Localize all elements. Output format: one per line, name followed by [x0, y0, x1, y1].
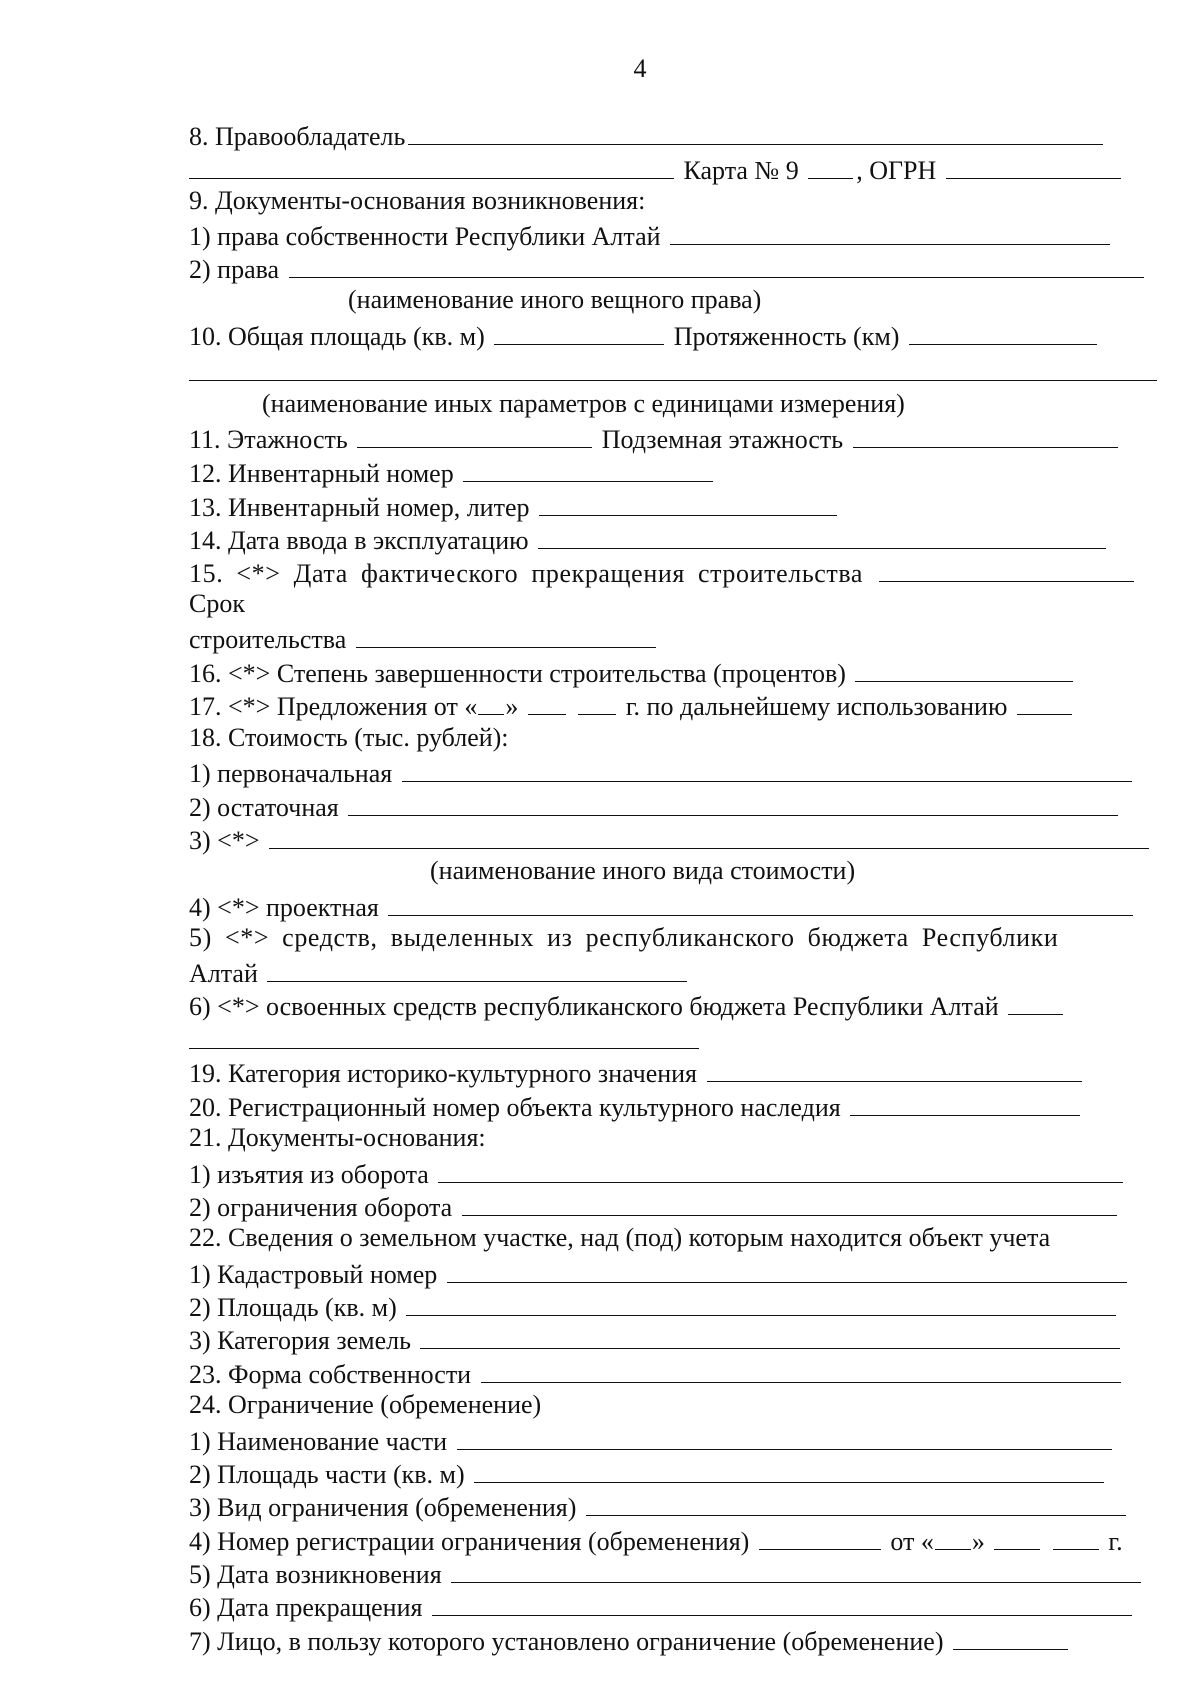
label-allocated-funds: 5) <*> средств, выделенных из республиканского бюджета Республики	[189, 923, 1059, 952]
line-docs-basis	[189, 185, 645, 217]
field-proposals-use[interactable]	[1017, 688, 1072, 715]
field-underground-floors[interactable]	[853, 421, 1118, 448]
label-end-date: 6) Дата прекращения	[189, 1593, 423, 1622]
line-other-right	[189, 251, 1147, 283]
field-encumbrance-type[interactable]	[586, 1489, 1126, 1516]
line-heritage-category	[189, 1055, 1085, 1087]
caption-other-right: (наименование иного вещного права)	[348, 285, 762, 314]
line-project-cost	[189, 889, 1136, 921]
line-beneficiary	[189, 1623, 1071, 1655]
label-altai: Алтай	[189, 959, 258, 988]
label-encumbrance-reg: 4) Номер регистрации ограничения (обременения)	[189, 1527, 750, 1556]
line-cadastral-number	[189, 1256, 1130, 1288]
field-proposals-day[interactable]	[478, 688, 504, 715]
line-inventory-liter	[189, 489, 840, 521]
line-start-date	[189, 1556, 1144, 1588]
label-inventory-liter: 13. Инвентарный номер, литер	[189, 493, 530, 522]
field-holder[interactable]	[408, 118, 1103, 145]
label-project-cost: 4) <*> проектная	[189, 893, 379, 922]
line-heritage-reg-number	[189, 1089, 1083, 1121]
line-card-ogrn	[189, 152, 1124, 184]
label-part-name: 1) Наименование части	[189, 1427, 448, 1456]
label-cadastral-number: 1) Кадастровый номер	[189, 1260, 438, 1289]
line-proposals	[189, 688, 1075, 720]
field-land-category[interactable]	[420, 1322, 1120, 1349]
label-construction-term: строительства	[189, 625, 347, 654]
field-allocated-funds[interactable]	[267, 955, 687, 982]
label-ownership-right: 1) права собственности Республики Алтай	[189, 222, 661, 251]
field-part-name[interactable]	[457, 1423, 1112, 1450]
label-land-plot: 22. Сведения о земельном участке, над (под) которым находится объект учета	[189, 1223, 1051, 1252]
field-proposals-year[interactable]	[578, 688, 616, 715]
label-turnover-limit: 2) ограничения оборота	[189, 1193, 453, 1222]
line-allocated-funds	[189, 922, 1058, 954]
field-ownership-form[interactable]	[481, 1356, 1121, 1383]
label-floors: 11. Этажность	[189, 425, 348, 454]
field-part-area[interactable]	[474, 1456, 1104, 1483]
label-encumbrance-from: от «	[890, 1527, 934, 1556]
line-construction-term	[189, 621, 659, 653]
line-altai	[189, 955, 690, 987]
line-floors	[189, 421, 1121, 453]
line-encumbrance-type	[189, 1489, 1129, 1521]
line-completion-degree	[189, 655, 1076, 687]
label-land-area: 2) Площадь (кв. м)	[189, 1293, 397, 1322]
label-underground-floors: Подземная этажность	[601, 425, 844, 454]
field-initial-cost[interactable]	[402, 755, 1132, 782]
field-proposals-month[interactable]	[528, 688, 566, 715]
field-encumbrance-day[interactable]	[935, 1523, 971, 1550]
field-start-date[interactable]	[451, 1556, 1141, 1583]
field-construction-term[interactable]	[356, 621, 656, 648]
label-encumbrance-type: 3) Вид ограничения (обременения)	[189, 1493, 577, 1522]
field-encumbrance-reg-number[interactable]	[759, 1523, 881, 1550]
line-spent-funds	[189, 988, 1066, 1020]
label-residual-cost: 2) остаточная	[189, 793, 339, 822]
label-encumbrance: 24. Ограничение (обременение)	[189, 1390, 542, 1419]
line-holder	[189, 118, 1106, 150]
label-other-right: 2) права	[189, 255, 280, 284]
label-docs-basis: 9. Документы-основания возникновения:	[189, 186, 646, 215]
label-part-area: 2) Площадь части (кв. м)	[189, 1460, 465, 1489]
label-start-date: 5) Дата возникновения	[189, 1560, 442, 1589]
line-turnover-limit	[189, 1189, 1120, 1221]
line-end-date	[189, 1589, 1135, 1621]
caption-other-params: (наименование иных параметров с единицами измерения)	[262, 389, 905, 418]
field-project-cost[interactable]	[388, 889, 1133, 916]
field-inventory-liter[interactable]	[539, 489, 837, 516]
label-heritage-category: 19. Категория историко-культурного значения	[189, 1059, 698, 1088]
label-card: Карта № 9	[683, 156, 799, 185]
page-number: 4	[633, 54, 647, 83]
line-land-plot	[189, 1222, 1050, 1254]
field-spent-funds-cont[interactable]	[189, 1022, 699, 1049]
line-encumbrance-reg	[189, 1523, 1123, 1555]
label-spent-funds: 6) <*> освоенных средств республиканского бюджета Республики Алтай	[189, 992, 999, 1021]
field-area[interactable]	[494, 318, 664, 345]
field-ogrn[interactable]	[946, 152, 1121, 179]
line-initial-cost	[189, 755, 1135, 787]
label-initial-cost: 1) первоначальная	[189, 759, 393, 788]
label-area: 10. Общая площадь (кв. м)	[189, 322, 485, 351]
field-ownership-right[interactable]	[670, 218, 1110, 245]
line-other-params	[189, 354, 1160, 386]
line-other-cost	[189, 822, 1152, 854]
caption-other-cost: (наименование иного вида стоимости)	[430, 856, 856, 885]
label-docs-basis-2: 21. Документы-основания:	[189, 1123, 486, 1152]
label-construction-stop: 15. <*> Дата фактического прекращения строительства	[189, 559, 864, 588]
field-withdrawal[interactable]	[438, 1156, 1123, 1183]
field-length[interactable]	[909, 318, 1097, 345]
label-commissioning-date: 14. Дата ввода в эксплуатацию	[189, 526, 529, 555]
field-encumbrance-month[interactable]	[994, 1523, 1040, 1550]
field-holder-cont[interactable]	[189, 152, 674, 179]
line-commissioning-date	[189, 522, 1109, 554]
line-term	[189, 588, 245, 620]
label-encumbrance-year: г.	[1108, 1527, 1123, 1556]
field-construction-stop[interactable]	[879, 555, 1134, 582]
field-other-params[interactable]	[189, 354, 1157, 381]
field-encumbrance-year[interactable]	[1053, 1523, 1099, 1550]
label-encumbrance-quote: »	[971, 1527, 985, 1556]
label-holder: 8. Правообладатель	[189, 122, 406, 151]
label-withdrawal: 1) изъятия из оборота	[189, 1160, 429, 1189]
label-other-cost: 3) <*>	[189, 826, 260, 855]
label-land-category: 3) Категория земель	[189, 1326, 411, 1355]
line-withdrawal	[189, 1156, 1126, 1188]
label-length: Протяженность (км)	[673, 322, 900, 351]
field-completion-degree[interactable]	[855, 655, 1073, 682]
label-heritage-reg-number: 20. Регистрационный номер объекта культурного наследия	[189, 1093, 841, 1122]
line-residual-cost	[189, 789, 1121, 821]
field-residual-cost[interactable]	[348, 789, 1118, 816]
label-completion-degree: 16. <*> Степень завершенности строительства (процентов)	[189, 659, 846, 688]
field-turnover-limit[interactable]	[462, 1189, 1117, 1216]
label-cost: 18. Стоимость (тыс. рублей):	[189, 723, 509, 752]
line-ownership-right	[189, 218, 1113, 250]
field-other-cost[interactable]	[269, 822, 1149, 849]
line-inventory-number	[189, 455, 716, 487]
line-area-length	[189, 318, 1100, 350]
field-card-number[interactable]	[808, 152, 853, 179]
line-construction-stop	[189, 555, 1137, 587]
field-other-right[interactable]	[289, 251, 1144, 278]
field-beneficiary[interactable]	[953, 1623, 1068, 1650]
field-end-date[interactable]	[432, 1589, 1132, 1616]
line-part-name	[189, 1423, 1115, 1455]
line-cost	[189, 722, 509, 754]
line-docs-basis-2	[189, 1122, 486, 1154]
line-spent-funds-cont	[189, 1022, 702, 1054]
line-encumbrance	[189, 1389, 541, 1421]
field-spent-funds[interactable]	[1008, 988, 1063, 1015]
line-ownership-form	[189, 1356, 1124, 1388]
line-part-area	[189, 1456, 1107, 1488]
label-proposals-quote: »	[505, 692, 519, 721]
field-floors[interactable]	[357, 421, 592, 448]
field-land-area[interactable]	[406, 1289, 1116, 1316]
label-inventory-number: 12. Инвентарный номер	[189, 459, 454, 488]
line-land-area	[189, 1289, 1119, 1321]
field-cadastral-number[interactable]	[447, 1256, 1127, 1283]
field-heritage-reg-number[interactable]	[850, 1089, 1080, 1116]
field-inventory-number[interactable]	[463, 455, 713, 482]
field-heritage-category[interactable]	[707, 1055, 1082, 1082]
label-ogrn: , ОГРН	[856, 156, 937, 185]
label-proposals-use: г. по дальнейшему использованию	[625, 692, 1008, 721]
label-proposals-from: 17. <*> Предложения от «	[189, 692, 478, 721]
label-term: Срок	[189, 589, 245, 618]
field-commissioning-date[interactable]	[538, 522, 1106, 549]
label-beneficiary: 7) Лицо, в пользу которого установлено ограничение (обременение)	[189, 1627, 944, 1656]
line-land-category	[189, 1322, 1123, 1354]
label-ownership-form: 23. Форма собственности	[189, 1360, 472, 1389]
